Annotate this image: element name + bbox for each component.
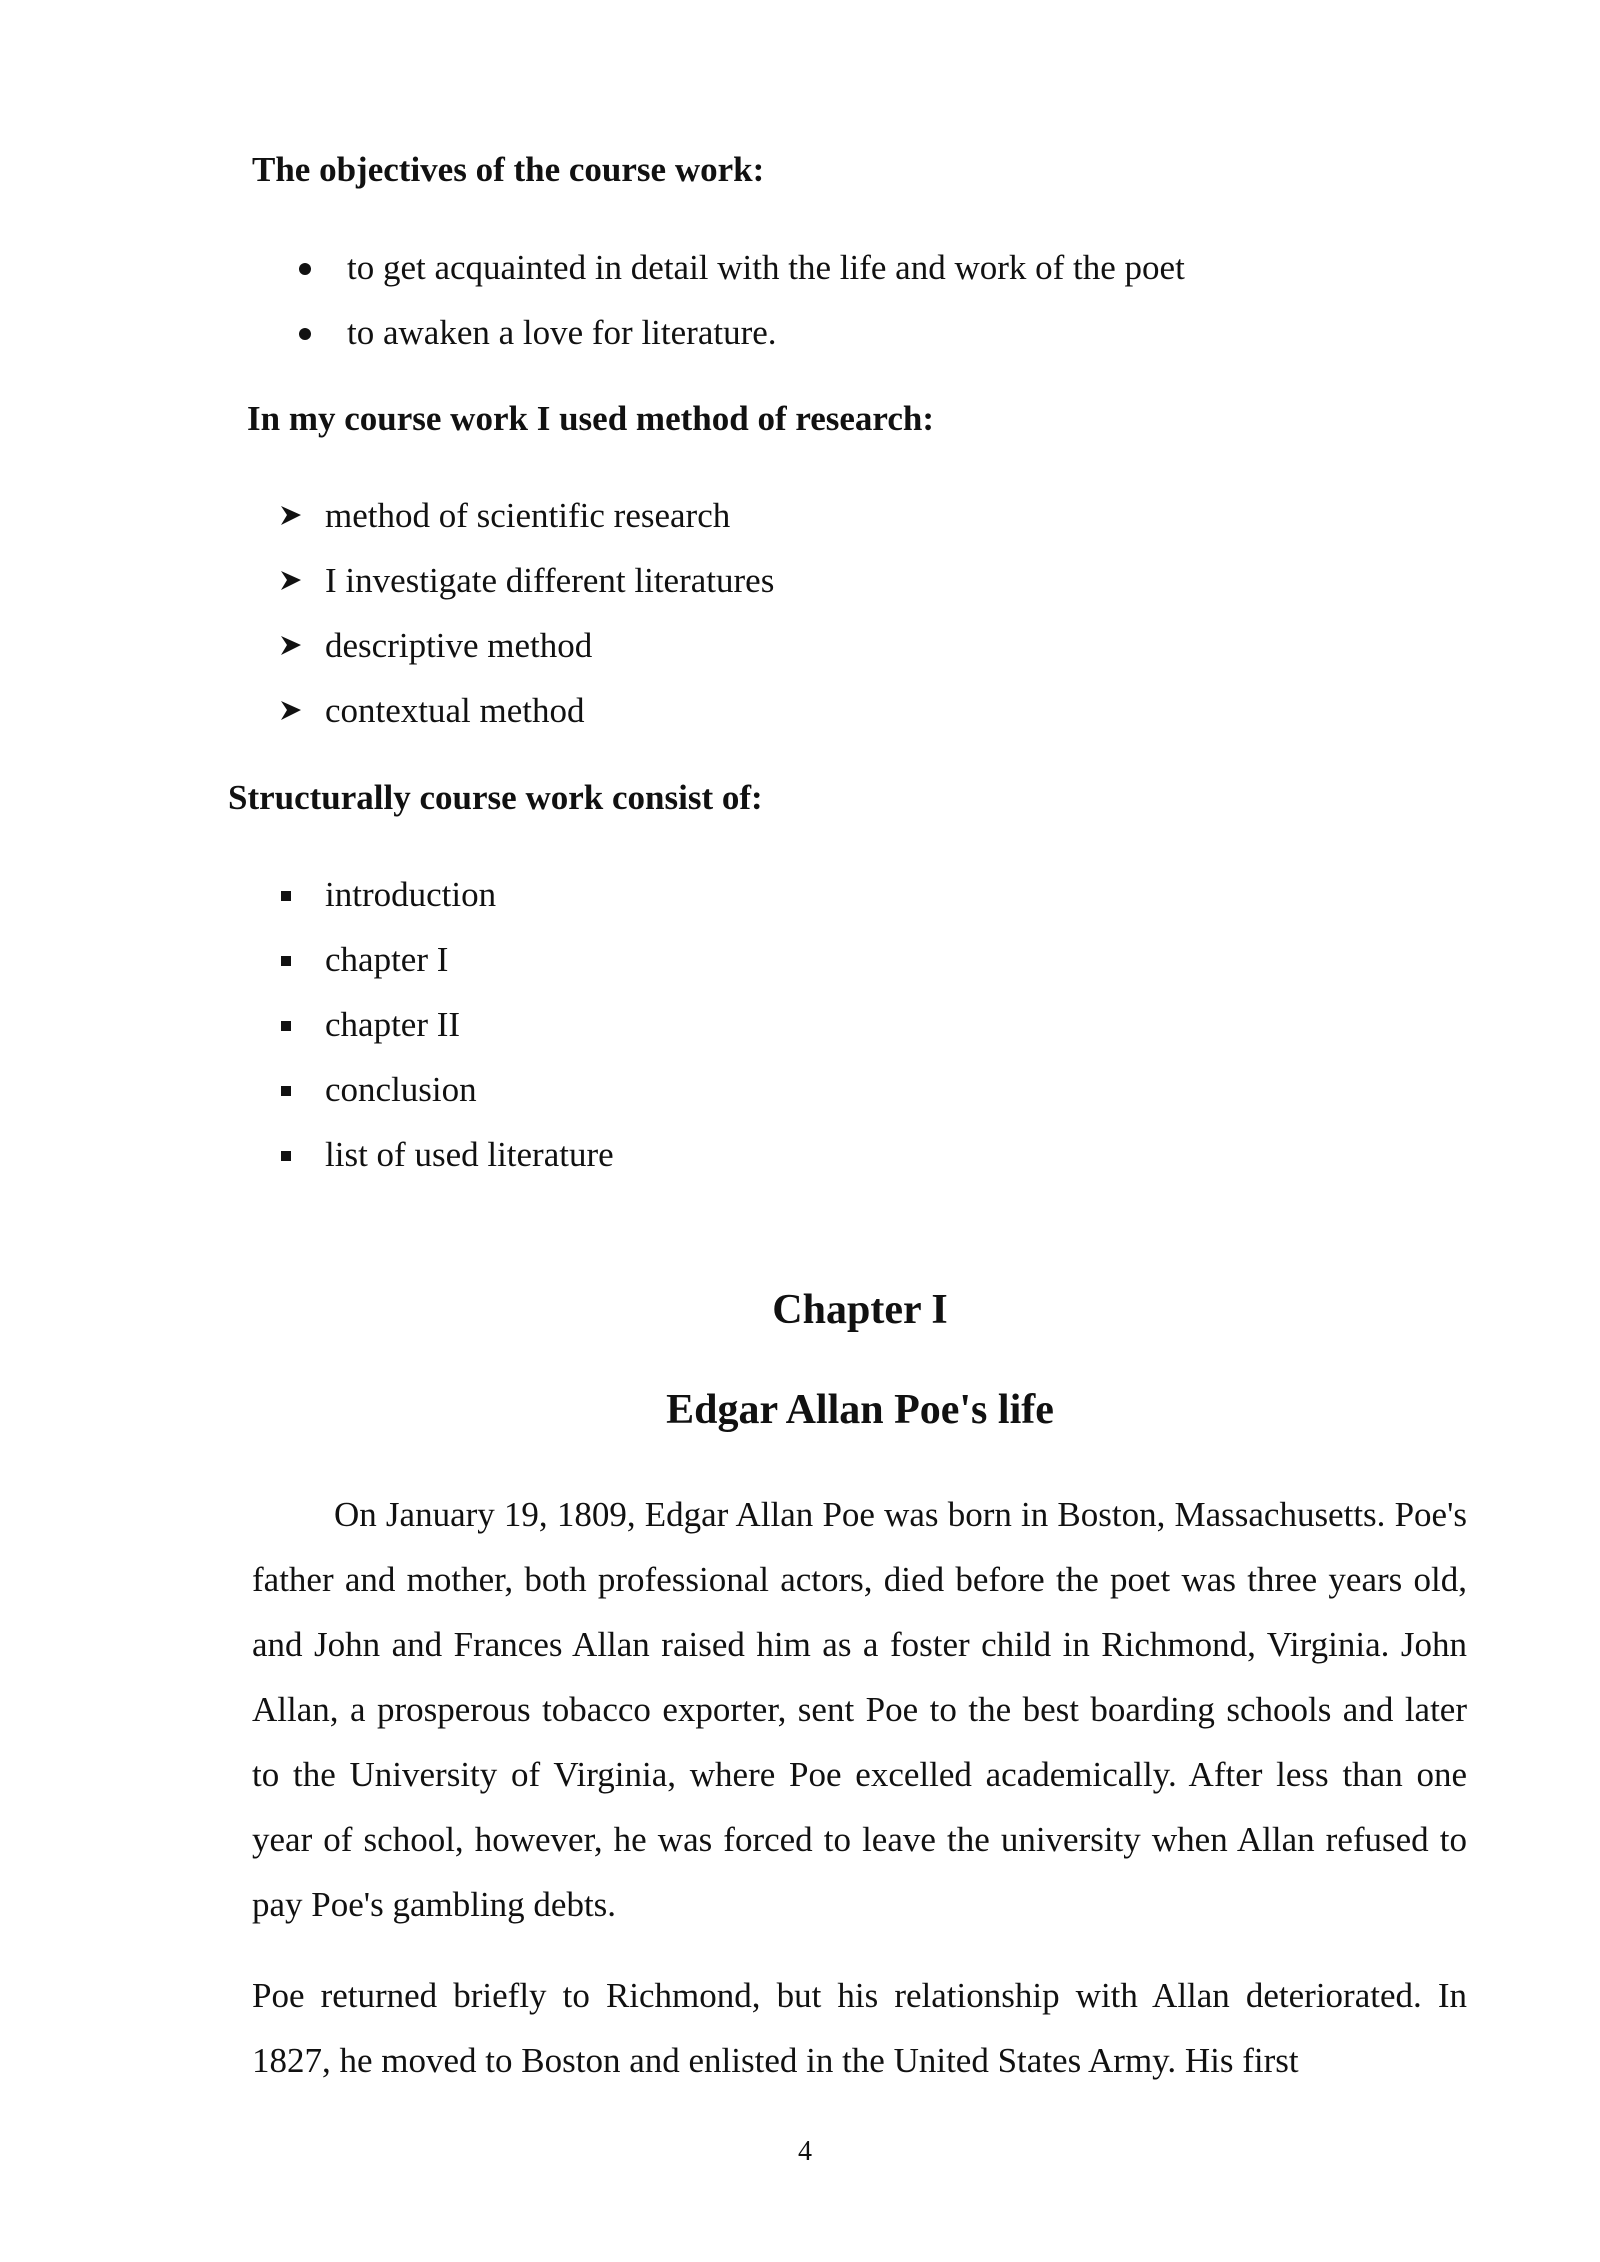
list-item [279, 992, 614, 1057]
arrow-bullet-icon [279, 548, 303, 613]
list-item-text: descriptive method [325, 626, 593, 665]
list-item-text: to get acquainted in detail with the life and work of the poet [347, 248, 1185, 287]
list-item-text: chapter II [325, 1005, 461, 1044]
list-item-text: list of used literature [325, 1135, 614, 1174]
list-item [279, 862, 614, 927]
square-bullet-icon [281, 1086, 291, 1096]
list-item-text: conclusion [325, 1070, 477, 1109]
list-item-text: chapter I [325, 940, 449, 979]
list-item [279, 483, 774, 548]
square-bullet-icon [281, 1151, 291, 1161]
list-item-text: introduction [325, 875, 497, 914]
list-item-text: to awaken a love for literature. [347, 313, 777, 352]
square-bullet-icon [281, 1021, 291, 1031]
list-item [279, 548, 774, 613]
structure-heading: Structurally course work consist of: [228, 778, 763, 817]
square-bullet-icon [281, 956, 291, 966]
chapter-paragraph: Poe returned briefly to Richmond, but his relationship with Allan deteriorated. In 1827, he moved to Boston and enlisted in the United States Army. His first [252, 1976, 1467, 2080]
chapter-title: Edgar Allan Poe's life [666, 1387, 1054, 1433]
objectives-heading: The objectives of the course work: [252, 150, 765, 189]
structure-list [279, 862, 614, 1187]
list-item [279, 613, 774, 678]
list-item [299, 235, 1185, 300]
list-item-text: I investigate different literatures [325, 561, 775, 600]
arrow-bullet-icon [279, 613, 303, 678]
square-bullet-icon [281, 891, 291, 901]
list-item [299, 300, 1185, 365]
chapter-paragraph: On January 19, 1809, Edgar Allan Poe was born in Boston, Massachusetts. Poe's father and mother, both professional actors, died before the poet was three years old, and John and Frances Allan raised him as a foster child in Richmond, Virginia. John Allan, a prosperous tobacco exporter, sent Poe to the best boarding schools and later to the University of Virginia, where Poe excelled academically. After less than one year of school, however, he was forced to leave the university when Allan refused to pay Poe's gambling debts. [252, 1495, 1467, 1924]
list-item [279, 1122, 614, 1187]
page-number: 4 [798, 2136, 812, 2167]
bullet-dot-icon [299, 263, 311, 275]
list-item-text: contextual method [325, 691, 585, 730]
list-item-text: method of scientific research [325, 496, 731, 535]
arrow-bullet-icon [279, 483, 303, 548]
chapter-number: Chapter I [772, 1287, 948, 1333]
methods-heading: In my course work I used method of research: [247, 399, 934, 438]
objectives-list [299, 235, 1185, 365]
arrow-bullet-icon [279, 678, 303, 743]
bullet-dot-icon [299, 328, 311, 340]
list-item [279, 678, 774, 743]
list-item [279, 1057, 614, 1122]
methods-list [279, 483, 774, 743]
list-item [279, 927, 614, 992]
